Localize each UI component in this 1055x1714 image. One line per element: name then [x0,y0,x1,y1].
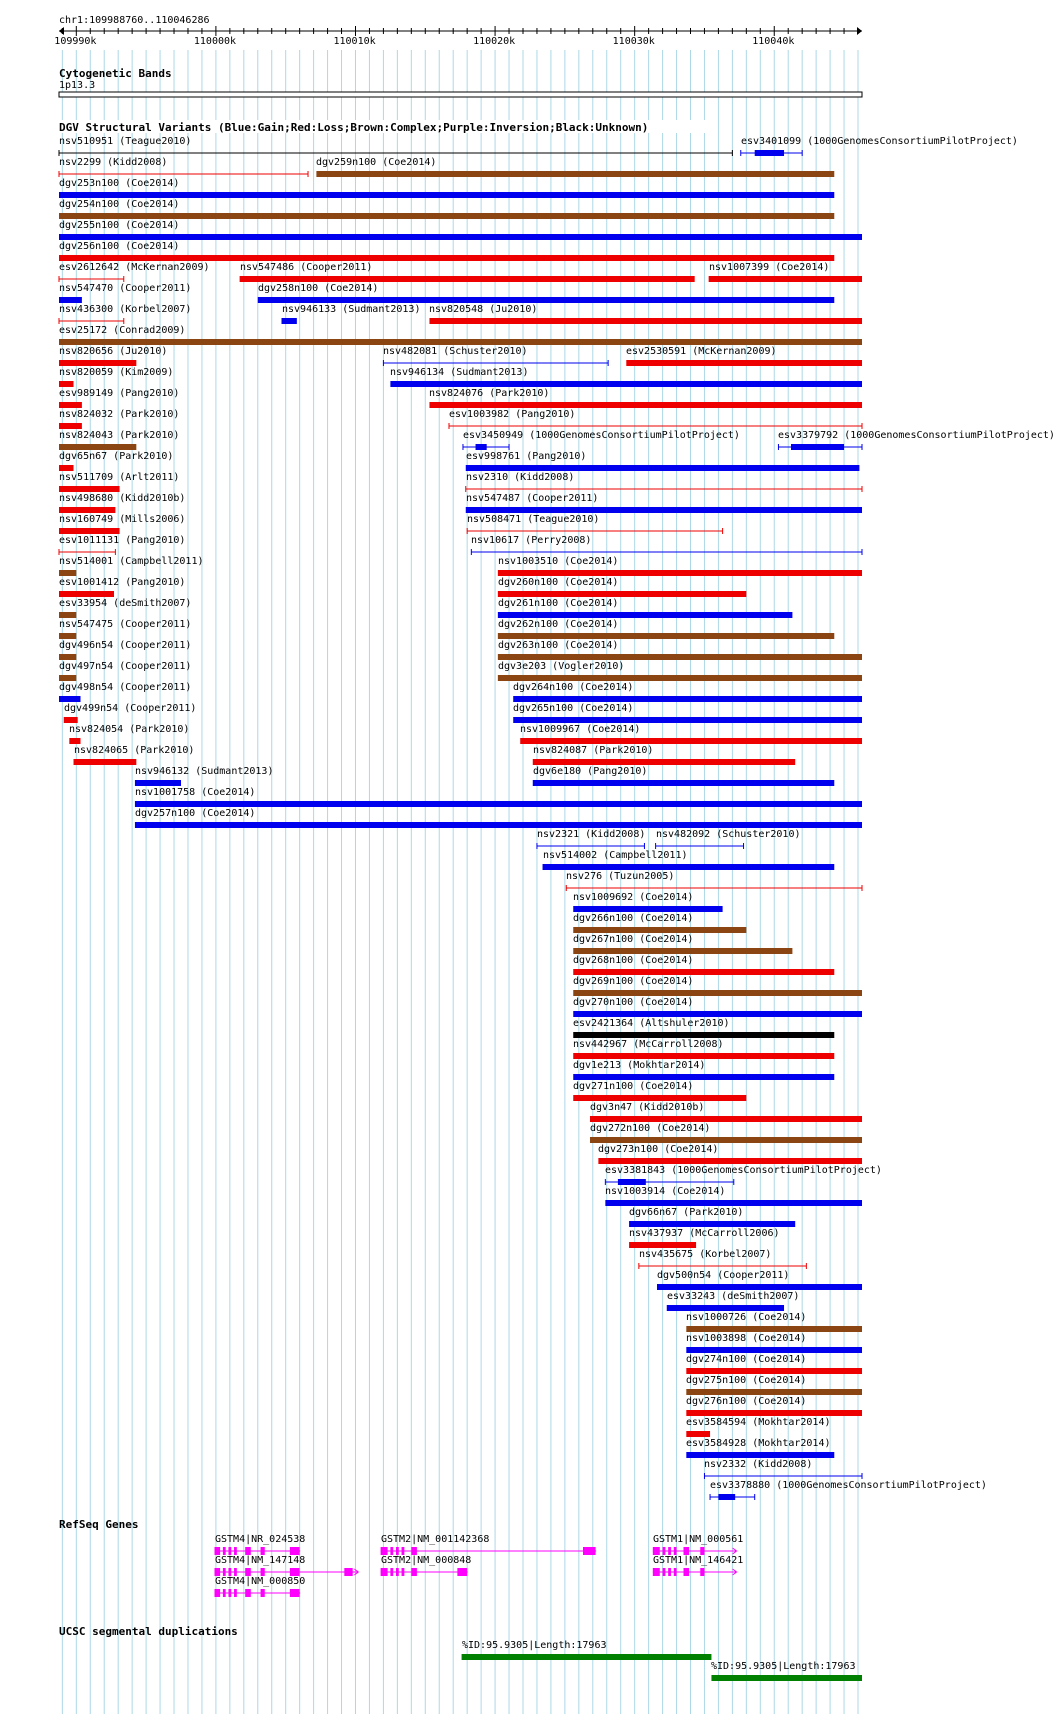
variant-label: nsv820548 (Ju2010) [429,304,538,315]
variant-bar[interactable] [59,570,76,576]
gene-exon [223,1547,226,1555]
variant-bar[interactable] [59,696,80,702]
variant-label: nsv1003914 (Coe2014) [605,1186,726,1197]
gene-exon [653,1547,660,1555]
variant-bar[interactable] [59,654,76,660]
variant-bar[interactable] [59,465,74,471]
variant-label: dgv264n100 (Coe2014) [513,682,634,693]
variant-label: dgv3e203 (Vogler2010) [498,661,625,672]
variant-label: nsv946132 (Sudmant2013) [135,766,274,777]
ruler-tick-label: 110010k [333,36,376,47]
variant-bar[interactable] [573,1095,746,1101]
variant-label: dgv276n100 (Coe2014) [686,1396,807,1407]
variant-bar[interactable] [498,570,862,576]
gene-exon [290,1547,300,1555]
variant-bar[interactable] [59,423,82,429]
variant-bar[interactable] [429,402,862,408]
variant-bar[interactable] [686,1452,834,1458]
gene-exon [457,1568,467,1576]
gene-model[interactable] [215,1568,359,1576]
variant-bar[interactable] [498,654,862,660]
variant-label: dgv256n100 (Coe2014) [59,241,180,252]
variant-bar[interactable] [240,276,695,282]
variant-label: nsv547475 (Cooper2011) [59,619,192,630]
variant-label: nsv547487 (Cooper2011) [466,493,599,504]
variant-bar[interactable] [59,675,76,681]
variant-bar[interactable] [59,486,120,492]
gene-exon [663,1568,666,1576]
variant-label: nsv2299 (Kidd2008) [59,157,168,168]
gene-exon [215,1568,221,1576]
gene-exon [223,1589,226,1597]
variant-bar[interactable] [59,339,862,345]
variant-bar[interactable] [573,906,722,912]
variant-label: dgv275n100 (Coe2014) [686,1375,807,1386]
variant-bar[interactable] [135,801,862,807]
gene-label: GSTM2|NM_001142368 [381,1534,490,1545]
variant-label: dgv262n100 (Coe2014) [498,619,619,630]
cytoband-bar[interactable] [59,92,862,97]
dgv-track-title[interactable]: DGV Structural Variants (Blue:Gain;Red:Loss;Brown:Complex;Purple:Inversion;Black:Unknown) [59,121,649,134]
variant-bar[interactable] [59,444,136,450]
variant-label: dgv498n54 (Cooper2011) [59,682,192,693]
variant-label: nsv824087 (Park2010) [533,745,654,756]
variant-label: nsv510951 (Teague2010) [59,136,192,147]
variant-bar[interactable] [390,381,862,387]
variant-label: esv3401099 (1000GenomesConsortiumPilotProject) [741,136,1018,147]
variant-label: nsv946133 (Sudmant2013) [282,304,421,315]
variant-bar[interactable] [686,1410,862,1416]
gene-exon [684,1568,690,1576]
variant-bar[interactable] [59,297,82,303]
variant-label: nsv946134 (Sudmant2013) [390,367,529,378]
variant-label: nsv2321 (Kidd2008) [537,829,646,840]
variant-bar[interactable] [686,1431,710,1437]
variant-label: nsv1003510 (Coe2014) [498,556,619,567]
variant-label: nsv1001758 (Coe2014) [135,787,256,798]
variant-bar[interactable] [543,864,835,870]
gene-exon [381,1568,388,1576]
gene-label: GSTM4|NM_000850 [215,1576,306,1587]
variant-label: esv3584594 (Mokhtar2014) [686,1417,831,1428]
variant-label: dgv257n100 (Coe2014) [135,808,256,819]
variant-bar[interactable] [64,717,78,723]
variant-thick-part[interactable] [755,150,784,156]
variant-label: dgv254n100 (Coe2014) [59,199,180,210]
gene-model[interactable] [381,1547,596,1555]
variant-bar[interactable] [590,1116,862,1122]
variant-bar[interactable] [533,759,795,765]
variant-label: dgv260n100 (Coe2014) [498,577,619,588]
variant-bar[interactable] [626,360,862,366]
variant-label: esv3450949 (1000GenomesConsortiumPilotProject) [463,430,740,441]
variant-bar[interactable] [573,1011,862,1017]
gene-exon [245,1568,251,1576]
variant-bar[interactable] [59,192,834,198]
gene-exon [228,1589,231,1597]
variant-label: dgv255n100 (Coe2014) [59,220,180,231]
gene-exon [684,1547,690,1555]
variant-bar[interactable] [498,675,862,681]
ruler-tick-label: 110030k [612,36,655,47]
variant-bar[interactable] [533,780,835,786]
gene-exon [290,1568,300,1576]
gene-exon [261,1547,265,1555]
variant-label: esv3584928 (Mokhtar2014) [686,1438,831,1449]
variant-label: dgv274n100 (Coe2014) [686,1354,807,1365]
variant-bar[interactable] [686,1326,862,1332]
variant-thick-part[interactable] [791,444,844,450]
variant-bar[interactable] [282,318,297,324]
variant-bar[interactable] [59,528,120,534]
variant-bar[interactable] [59,612,76,618]
variant-label: esv2612642 (McKernan2009) [59,262,210,273]
gene-exon [228,1568,231,1576]
gene-exon [344,1568,352,1576]
variant-bar[interactable] [667,1305,784,1311]
variant-label: esv2421364 (Altshuler2010) [573,1018,730,1029]
variant-label: nsv437937 (McCarroll2006) [629,1228,780,1239]
variant-bar[interactable] [135,822,862,828]
variant-bar[interactable] [598,1158,862,1164]
variant-label: nsv514001 (Campbell2011) [59,556,204,567]
variant-label: nsv1009967 (Coe2014) [520,724,641,735]
gene-label: GSTM1|NM_000561 [653,1534,744,1545]
variant-bar[interactable] [629,1242,696,1248]
variant-bar[interactable] [573,1053,834,1059]
variant-label: dgv253n100 (Coe2014) [59,178,180,189]
variant-bar[interactable] [657,1284,862,1290]
variant-label: nsv482081 (Schuster2010) [383,346,528,357]
variant-bar[interactable] [590,1137,862,1143]
gene-exon [234,1547,237,1555]
variant-bar[interactable] [59,402,82,408]
gene-exon [411,1568,417,1576]
variant-thick-part[interactable] [476,444,487,450]
ruler-left-arrow [59,27,64,35]
variant-label: nsv514002 (Campbell2011) [543,850,688,861]
cytoband-label: 1p13.3 [59,80,96,91]
gene-exon [215,1547,221,1555]
variant-label: dgv268n100 (Coe2014) [573,955,694,966]
ruler-tick-label: 110020k [473,36,516,47]
variant-bar[interactable] [513,696,862,702]
variant-label: dgv263n100 (Coe2014) [498,640,619,651]
gene-exon [402,1547,405,1555]
gene-label: GSTM4|NM_147148 [215,1555,306,1566]
variant-label: dgv265n100 (Coe2014) [513,703,634,714]
variant-bar[interactable] [59,213,834,219]
variant-bar[interactable] [59,381,74,387]
gene-model[interactable] [653,1547,737,1555]
variant-bar[interactable] [686,1389,862,1395]
variant-label: esv989149 (Pang2010) [59,388,180,399]
variant-bar[interactable] [520,738,862,744]
segdup-label: %ID:95.9305|Length:17963 [462,1640,607,1651]
gene-exon [668,1568,671,1576]
ruler-tick-label: 110000k [193,36,237,47]
gene-label: GSTM2|NM_000848 [381,1555,472,1566]
variant-label: nsv10617 (Perry2008) [471,535,592,546]
gene-exon [223,1568,226,1576]
gene-exon [381,1547,388,1555]
variant-label: dgv66n67 (Park2010) [629,1207,744,1218]
gene-exon [668,1547,671,1555]
variant-label: nsv2332 (Kidd2008) [704,1459,813,1470]
variant-bar[interactable] [498,591,746,597]
region-position: chr1:109988760..110046286 [59,15,210,26]
variant-bar[interactable] [59,255,834,261]
variant-bar[interactable] [74,759,137,765]
variant-label: esv25172 (Conrad2009) [59,325,186,336]
variant-label: nsv160749 (Mills2006) [59,514,186,525]
variant-label: nsv436300 (Korbel2007) [59,304,192,315]
variant-label: esv2530591 (McKernan2009) [626,346,777,357]
gene-exon [653,1568,660,1576]
gene-exon [674,1568,677,1576]
gene-exon [396,1547,399,1555]
variant-label: dgv272n100 (Coe2014) [590,1123,711,1134]
variant-bar[interactable] [629,1221,795,1227]
gene-exon [402,1568,405,1576]
variant-label: esv3381843 (1000GenomesConsortiumPilotProject) [605,1165,882,1176]
gene-model[interactable] [215,1547,300,1555]
segdup-bar[interactable] [462,1654,712,1660]
variant-bar[interactable] [135,780,181,786]
variant-bar[interactable] [605,1200,862,1206]
variant-bar[interactable] [466,507,862,513]
variant-label: nsv820656 (Ju2010) [59,346,168,357]
variant-label: nsv511709 (Arlt2011) [59,472,180,483]
variant-label: dgv269n100 (Coe2014) [573,976,694,987]
gene-exon [663,1547,666,1555]
variant-label: nsv547486 (Cooper2011) [240,262,373,273]
variant-label: nsv482092 (Schuster2010) [656,829,801,840]
variant-bar[interactable] [686,1347,862,1353]
gene-exon [234,1568,237,1576]
variant-bar[interactable] [686,1368,862,1374]
gene-exon [396,1568,399,1576]
refseq-track-title[interactable]: RefSeq Genes [59,1518,139,1531]
gene-exon [390,1547,393,1555]
variant-bar[interactable] [573,990,862,996]
variant-label: nsv442967 (McCarroll2008) [573,1039,724,1050]
variant-bar[interactable] [258,297,835,303]
variant-label: nsv276 (Tuzun2005) [566,871,675,882]
variant-label: dgv497n54 (Cooper2011) [59,661,192,672]
gene-exon [245,1589,251,1597]
variant-bar[interactable] [59,507,115,513]
variant-bar[interactable] [59,234,862,240]
variant-bar[interactable] [513,717,862,723]
variant-label: nsv820059 (Kim2009) [59,367,174,378]
variant-label: dgv258n100 (Coe2014) [258,283,379,294]
variant-thick-part[interactable] [718,1494,735,1500]
gene-exon [245,1547,251,1555]
gene-exon [700,1568,704,1576]
variant-label: dgv273n100 (Coe2014) [598,1144,719,1155]
variant-label: dgv500n54 (Cooper2011) [657,1270,790,1281]
variant-bar[interactable] [573,969,834,975]
variant-bar[interactable] [573,948,792,954]
gene-exon [290,1589,300,1597]
segdup-track-title[interactable]: UCSC segmental duplications [59,1625,238,1638]
variant-label: esv3379792 (1000GenomesConsortiumPilotProject) [778,430,1055,441]
variant-label: nsv824032 (Park2010) [59,409,180,420]
variant-label: nsv547470 (Cooper2011) [59,283,192,294]
variant-label: esv1011131 (Pang2010) [59,535,186,546]
variant-label: nsv1003898 (Coe2014) [686,1333,807,1344]
variant-label: dgv6e180 (Pang2010) [533,766,648,777]
variant-label: dgv259n100 (Coe2014) [316,157,437,168]
variant-bar[interactable] [498,612,793,618]
gene-model[interactable] [215,1589,300,1597]
gene-exon [390,1568,393,1576]
variant-label: dgv266n100 (Coe2014) [573,913,694,924]
variant-label: esv998761 (Pang2010) [466,451,587,462]
gene-exon [411,1547,417,1555]
gene-exon [261,1568,265,1576]
variant-label: esv1003982 (Pang2010) [449,409,576,420]
variant-bar[interactable] [709,276,862,282]
gene-exon [674,1547,677,1555]
variant-bar[interactable] [498,633,834,639]
gene-exon [215,1589,221,1597]
variant-label: nsv824043 (Park2010) [59,430,180,441]
variant-label: nsv824076 (Park2010) [429,388,550,399]
cytoband-track-title[interactable]: Cytogenetic Bands [59,67,172,80]
segdup-label: %ID:95.9305|Length:17963 [711,1661,856,1672]
variant-label: dgv499n54 (Cooper2011) [64,703,197,714]
variant-label: dgv270n100 (Coe2014) [573,997,694,1008]
ruler-tick-label: 109990k [54,36,97,47]
segdup-bar[interactable] [711,1675,862,1681]
variant-bar[interactable] [573,1032,834,1038]
variant-label: dgv267n100 (Coe2014) [573,934,694,945]
variant-label: dgv65n67 (Park2010) [59,451,174,462]
variant-bar[interactable] [59,633,76,639]
variant-label: dgv3n47 (Kidd2010b) [590,1102,705,1113]
variant-label: dgv496n54 (Cooper2011) [59,640,192,651]
variant-label: nsv2310 (Kidd2008) [466,472,575,483]
variant-bar[interactable] [466,465,860,471]
variant-bar[interactable] [316,171,834,177]
variant-bar[interactable] [573,1074,834,1080]
variant-label: nsv498680 (Kidd2010b) [59,493,186,504]
variant-label: nsv824054 (Park2010) [69,724,190,735]
gene-model[interactable] [653,1568,737,1576]
gene-exon [261,1589,265,1597]
variant-label: esv1001412 (Pang2010) [59,577,186,588]
variant-bar[interactable] [59,591,114,597]
variant-label: nsv508471 (Teague2010) [467,514,600,525]
variant-label: nsv1007399 (Coe2014) [709,262,830,273]
variant-label: nsv1009692 (Coe2014) [573,892,694,903]
variant-label: nsv824065 (Park2010) [74,745,195,756]
gene-exon [583,1547,596,1555]
ruler-tick-label: 110040k [752,36,795,47]
variant-label: esv33954 (deSmith2007) [59,598,192,609]
variant-thick-part[interactable] [618,1179,646,1185]
variant-label: nsv1000726 (Coe2014) [686,1312,807,1323]
gene-exon [228,1547,231,1555]
variant-label: dgv261n100 (Coe2014) [498,598,619,609]
variant-label: dgv271n100 (Coe2014) [573,1081,694,1092]
gene-exon [234,1589,237,1597]
gene-label: GSTM1|NM_146421 [653,1555,744,1566]
variant-bar[interactable] [573,927,746,933]
gene-exon [700,1547,704,1555]
variant-label: nsv435675 (Korbel2007) [639,1249,772,1260]
variant-label: esv3378880 (1000GenomesConsortiumPilotProject) [710,1480,987,1491]
gene-model[interactable] [381,1568,468,1576]
variant-bar[interactable] [59,360,136,366]
gene-label: GSTM4|NR_024538 [215,1534,306,1545]
variant-label: dgv1e213 (Mokhtar2014) [573,1060,706,1071]
variant-label: esv33243 (deSmith2007) [667,1291,800,1302]
variant-bar[interactable] [69,738,80,744]
variant-bar[interactable] [429,318,862,324]
